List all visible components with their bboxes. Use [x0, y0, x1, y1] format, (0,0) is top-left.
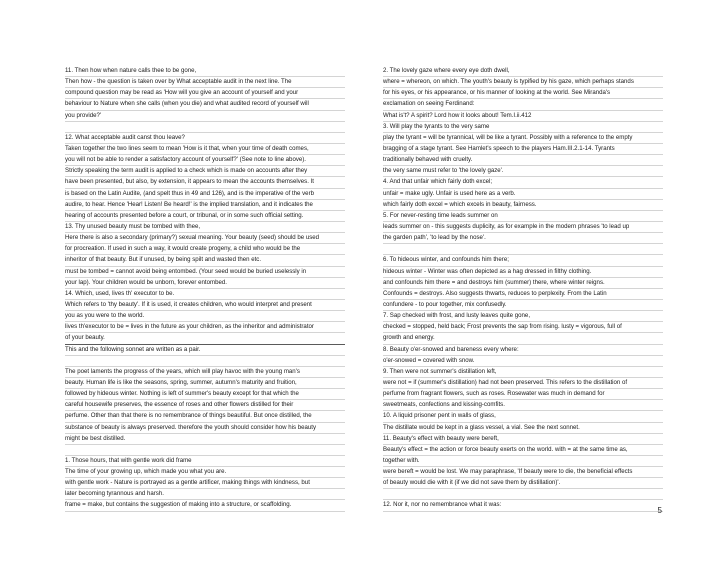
text-line: with gentle work - Nature is portrayed as a gentle artificer, making things with kindness, but	[65, 478, 345, 489]
text-line: later becoming tyrannous and harsh.	[65, 489, 345, 500]
text-line: hearing of accounts presented before a court, or tribunal, or in some such official setting.	[65, 211, 345, 222]
text-line: o'er-snowed = covered with snow.	[383, 356, 663, 367]
text-line: Beauty's effect = the action or force beauty exerts on the world. with = at the same time as,	[383, 445, 663, 456]
text-line: 9. Then were not summer's distillation left,	[383, 367, 663, 378]
text-line: 3. Will play the tyrants to the very same	[383, 122, 663, 133]
text-line: play the tyrant = will be tyrannical, will be like a tyrant. Possibly with a reference to the empty	[383, 133, 663, 144]
left-column	[65, 66, 345, 512]
text-line: compound question may be read as 'How will you give an account of yourself and your	[65, 88, 345, 99]
blank-line	[383, 244, 663, 255]
text-line: were bereft = would be lost. We may paraphrase, 'If beauty were to die, the beneficial effects	[383, 467, 663, 478]
text-line: confundere - to pour together, mix confusedly.	[383, 300, 663, 311]
page-number: 5	[657, 506, 662, 515]
text-line: Confounds = destroys. Also suggests thwarts, reduces to perplexity. From the Latin	[383, 289, 663, 300]
text-line: What is't? A spirit? Lord how it looks about! Tem.I.ii.412	[383, 111, 663, 122]
text-line: The poet laments the progress of the years, which will play havoc with the young man's	[65, 367, 345, 378]
text-line: were not = if (summer's distillation) had not been preserved. This refers to the distillation of	[383, 378, 663, 389]
text-line: 11. Beauty's effect with beauty were bereft,	[383, 434, 663, 445]
text-line: lives th'executor to be = lives in the future as your children, as the inheritor and administrator	[65, 322, 345, 333]
text-line: together with.	[383, 456, 663, 467]
text-line: and confounds him there = and destroys him (summer) there, where winter reigns.	[383, 278, 663, 289]
text-line: hideous winter - Winter was often depicted as a hag dressed in filthy clothing.	[383, 267, 663, 278]
text-line: you will not be able to render a satisfactory account of yourself?' (See note to line above).	[65, 155, 345, 166]
text-line: 6. To hideous winter, and confounds him there;	[383, 255, 663, 266]
text-line: is based on the Latin Audite, (and spelt thus in 49 and 126), and is the imperative of the verb	[65, 189, 345, 200]
text-line: might be best distilled.	[65, 434, 345, 445]
text-line: The distillate would be kept in a glass vessel, a vial. See the next sonnet.	[383, 423, 663, 434]
text-line: must be tombed = cannot avoid being entombed. (Your seed would be buried uselessly in	[65, 267, 345, 278]
text-line: you as you were to the world.	[65, 311, 345, 322]
text-line: audire, to hear. Hence 'Hear! Listen! Be heard!' is the implied translation, and it indicates the	[65, 200, 345, 211]
text-line: 14. Which, used, lives th' executor to be.	[65, 289, 345, 300]
text-line: substance of beauty is always preserved. therefore the youth should consider how his beauty	[65, 423, 345, 434]
text-line: of your beauty.	[65, 333, 345, 344]
blank-line	[65, 356, 345, 367]
text-line: 12. What acceptable audit canst thou leave?	[65, 133, 345, 144]
text-line: 12. Nor it, nor no remembrance what it was:	[383, 500, 663, 511]
text-line: the very same must refer to 'the lovely gaze'.	[383, 166, 663, 177]
text-line: inheritor of that beauty. But if unused, by being spilt and wasted then etc.	[65, 255, 345, 266]
text-line: beauty. Human life is like the seasons, spring, summer, autumn's maturity and fruition,	[65, 378, 345, 389]
text-line: Strictly speaking the term audit is applied to a check which is made on accounts after they	[65, 166, 345, 177]
text-line: 1. Those hours, that with gentle work did frame	[65, 456, 345, 467]
text-line: 8. Beauty o'er-snowed and bareness every where:	[383, 345, 663, 356]
text-line: leads summer on - this suggests duplicity, as for example in the modern phrases 'to lead up	[383, 222, 663, 233]
text-line: 5. For never-resting time leads summer on	[383, 211, 663, 222]
text-line: have been presented, but also, by extension, it appears to mean the accounts themselves. It	[65, 177, 345, 188]
text-line: where = whereon, on which. The youth's beauty is typified by his gaze, which perhaps stands	[383, 77, 663, 88]
text-line: frame = make, but contains the suggestion of making into a structure, or scaffolding.	[65, 500, 345, 511]
text-line: for procreation. If used in such a way, it would create progeny, a child who would be the	[65, 244, 345, 255]
text-line: 10. A liquid prisoner pent in walls of glass,	[383, 411, 663, 422]
text-line: 7. Sap checked with frost, and lusty leaves quite gone,	[383, 311, 663, 322]
text-line: 11. Then how when nature calls thee to be gone,	[65, 66, 345, 77]
text-line: exclamation on seeing Ferdinand:	[383, 99, 663, 110]
text-line: Which refers to 'thy beauty'. If it is used, it creates children, who would interpret and present	[65, 300, 345, 311]
text-line: perfume. Other than that there is no remembrance of things beautiful. But once distilled, the	[65, 411, 345, 422]
text-line: Here there is also a secondary (primary?) sexual meaning. Your beauty (seed) should be used	[65, 233, 345, 244]
text-line: the garden path', 'to lead by the nose'.	[383, 233, 663, 244]
text-line: your lap). Your children would be unborn, forever entombed.	[65, 278, 345, 289]
text-line: 13. Thy unused beauty must be tombed with thee,	[65, 222, 345, 233]
text-line: you provide?'	[65, 111, 345, 122]
text-line: behaviour to Nature when she calls (when you die) and what audited record of yourself will	[65, 99, 345, 110]
text-line: Then how - the question is taken over by What acceptable audit in the next line. The	[65, 77, 345, 88]
text-line: which fairly doth excel = which excels in beauty, fairness.	[383, 200, 663, 211]
text-line: sweetmeats, confections and kissing-comfits.	[383, 400, 663, 411]
text-line: careful housewife preserves, the essence of roses and other flowers distilled for their	[65, 400, 345, 411]
text-line: perfume from fragrant flowers, such as roses. Rosewater was much in demand for	[383, 389, 663, 400]
text-line: checked = stopped, held back; Frost prevents the sap from rising. lusty = vigorous, full of	[383, 322, 663, 333]
text-line: unfair = make ugly. Unfair is used here as a verb.	[383, 189, 663, 200]
text-line: The time of your growing up, which made you what you are.	[65, 467, 345, 478]
blank-line	[65, 122, 345, 133]
blank-line	[65, 445, 345, 456]
text-line: This and the following sonnet are written as a pair.	[65, 345, 345, 356]
text-line: growth and energy.	[383, 333, 663, 344]
text-line: traditionally behaved with cruelty.	[383, 155, 663, 166]
text-line: 2. The lovely gaze where every eye doth dwell,	[383, 66, 663, 77]
blank-line	[383, 489, 663, 500]
text-line: for his eyes, or his appearance, or his manner of looking at the world. See Miranda's	[383, 88, 663, 99]
text-line: followed by hideous winter. Nothing is left of summer's beauty except for that which the	[65, 389, 345, 400]
text-line: Taken together the two lines seem to mean 'How is it that, when your time of death comes,	[65, 144, 345, 155]
text-line: 4. And that unfair which fairly doth excel;	[383, 177, 663, 188]
text-line: of beauty would die with it (if we did not save them by distillation)'.	[383, 478, 663, 489]
text-line: bragging of a stage tyrant. See Hamlet's speech to the players Ham.III.2.1-14. Tyrants	[383, 144, 663, 155]
right-column	[383, 66, 663, 512]
